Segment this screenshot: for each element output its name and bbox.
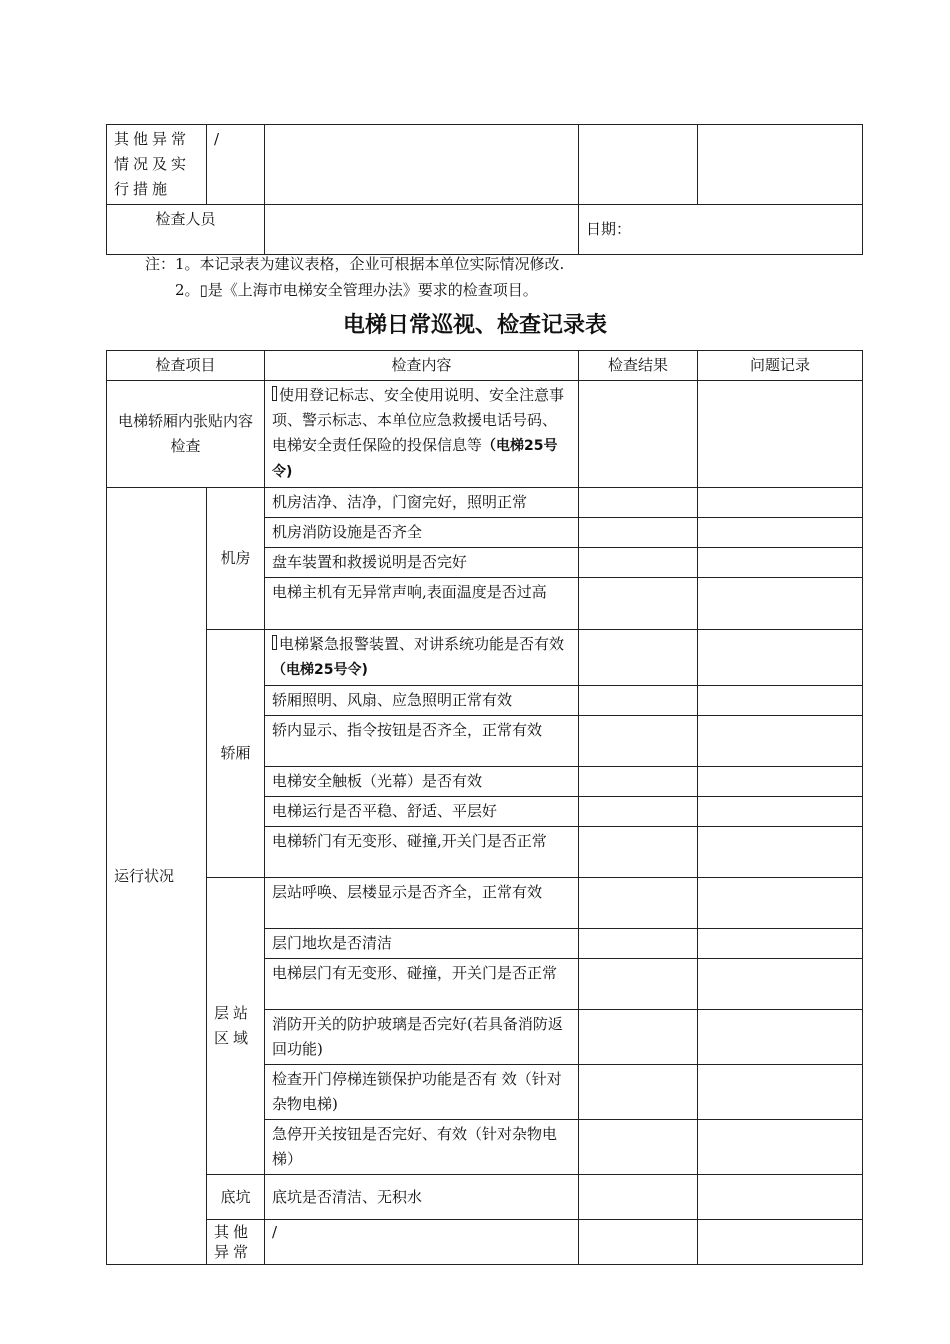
note-1: 注：1。本记录表为建议表格，企业可根据本单位实际情况修改.	[145, 255, 565, 273]
record-cell[interactable]	[698, 686, 863, 716]
record-cell[interactable]	[698, 1175, 863, 1220]
date-field[interactable]: 日期：	[579, 205, 863, 255]
header-result: 检查结果	[579, 351, 698, 381]
record-cell[interactable]	[698, 548, 863, 578]
check-item: 电梯层门有无变形、碰撞，开关门是否正常	[265, 959, 579, 1010]
result-cell[interactable]	[579, 381, 698, 488]
result-cell[interactable]	[579, 518, 698, 548]
check-item: 电梯安全触板（光幕）是否有效	[265, 767, 579, 797]
inspection-table	[106, 350, 863, 1265]
previous-page-table	[106, 124, 863, 255]
result-cell[interactable]	[579, 827, 698, 878]
header-item: 检查项目	[107, 351, 265, 381]
result-cell[interactable]	[579, 767, 698, 797]
result-cell[interactable]	[579, 959, 698, 1010]
record-cell[interactable]	[698, 878, 863, 929]
inspector-label: 检查人员	[107, 205, 265, 255]
pit-label: 底坑	[207, 1175, 265, 1220]
measures-cell[interactable]	[265, 125, 579, 205]
required-checkbox-icon	[272, 386, 277, 401]
check-item: 底坑是否清洁、无积水	[265, 1175, 579, 1220]
record-cell[interactable]	[698, 1120, 863, 1175]
result-cell[interactable]	[579, 797, 698, 827]
other-abnormal-label: 其他异常	[207, 1220, 265, 1265]
slash-cell: /	[207, 125, 265, 205]
record-cell[interactable]	[698, 929, 863, 959]
result-cell[interactable]	[579, 686, 698, 716]
result-cell[interactable]	[579, 929, 698, 959]
result-cell[interactable]	[579, 878, 698, 929]
check-item: 电梯紧急报警装置、对讲系统功能是否有效（电梯25号令)	[265, 630, 579, 686]
result-cell[interactable]	[579, 125, 698, 205]
other-abnormal-label: 其他异常情况及实行措施	[107, 125, 207, 205]
notes	[145, 251, 564, 303]
check-item: 机房消防设施是否齐全	[265, 518, 579, 548]
record-cell[interactable]	[698, 797, 863, 827]
record-cell[interactable]	[698, 716, 863, 767]
result-cell[interactable]	[579, 1010, 698, 1065]
header-content: 检查内容	[265, 351, 579, 381]
check-item: 急停开关按钮是否完好、有效（针对杂物电梯）	[265, 1120, 579, 1175]
check-item: 机房洁净、洁净，门窗完好，照明正常	[265, 488, 579, 518]
landing-area-label: 层站区域	[207, 878, 265, 1175]
running-status-label: 运行状况	[107, 488, 207, 1265]
check-item: 电梯运行是否平稳、舒适、平层好	[265, 797, 579, 827]
cabin-posting-label: 电梯轿厢内张贴内容检查	[107, 381, 265, 488]
record-cell[interactable]	[698, 630, 863, 686]
measures-cell[interactable]	[579, 1220, 698, 1265]
required-checkbox-icon	[272, 635, 277, 650]
result-cell[interactable]	[579, 716, 698, 767]
record-cell[interactable]	[698, 959, 863, 1010]
check-item: 层门地坎是否清洁	[265, 929, 579, 959]
check-item: 轿内显示、指令按钮是否齐全，正常有效	[265, 716, 579, 767]
result-cell[interactable]	[579, 578, 698, 630]
check-item: 轿厢照明、风扇、应急照明正常有效	[265, 686, 579, 716]
note-2: 2。▯是《上海市电梯安全管理办法》要求的检查项目。	[175, 281, 538, 299]
result-cell[interactable]	[579, 488, 698, 518]
machine-room-label: 机房	[207, 488, 265, 630]
check-item: 电梯轿门有无变形、碰撞,开关门是否正常	[265, 827, 579, 878]
result-cell[interactable]	[698, 1220, 863, 1265]
header-record: 问题记录	[698, 351, 863, 381]
check-item: 层站呼唤、层楼显示是否齐全，正常有效	[265, 878, 579, 929]
record-cell[interactable]	[698, 381, 863, 488]
car-label: 轿厢	[207, 630, 265, 878]
result-cell[interactable]	[579, 630, 698, 686]
result-cell[interactable]	[579, 1065, 698, 1120]
cabin-posting-content: 使用登记标志、安全使用说明、安全注意事项、警示标志、本单位应急救援电话号码、电梯安全责任保险的投保信息等（电梯25号令)	[265, 381, 579, 488]
record-cell[interactable]	[698, 767, 863, 797]
record-cell[interactable]	[698, 488, 863, 518]
record-cell[interactable]	[698, 1010, 863, 1065]
page-title: 电梯日常巡视、检查记录表	[342, 313, 607, 338]
result-cell[interactable]	[579, 1175, 698, 1220]
result-cell[interactable]	[579, 548, 698, 578]
check-item: 消防开关的防护玻璃是否完好(若具备消防返回功能)	[265, 1010, 579, 1065]
record-cell[interactable]	[698, 125, 863, 205]
check-item: 电梯主机有无异常声响,表面温度是否过高	[265, 578, 579, 630]
check-item: 检查开门停梯连锁保护功能是否有 效（针对杂物电梯)	[265, 1065, 579, 1120]
inspector-field[interactable]	[265, 205, 579, 255]
record-cell[interactable]	[698, 827, 863, 878]
result-cell[interactable]	[579, 1120, 698, 1175]
record-cell[interactable]	[698, 518, 863, 548]
record-cell[interactable]	[698, 578, 863, 630]
slash-cell: /	[265, 1220, 579, 1265]
record-cell[interactable]	[698, 1065, 863, 1120]
check-item: 盘车装置和救援说明是否完好	[265, 548, 579, 578]
